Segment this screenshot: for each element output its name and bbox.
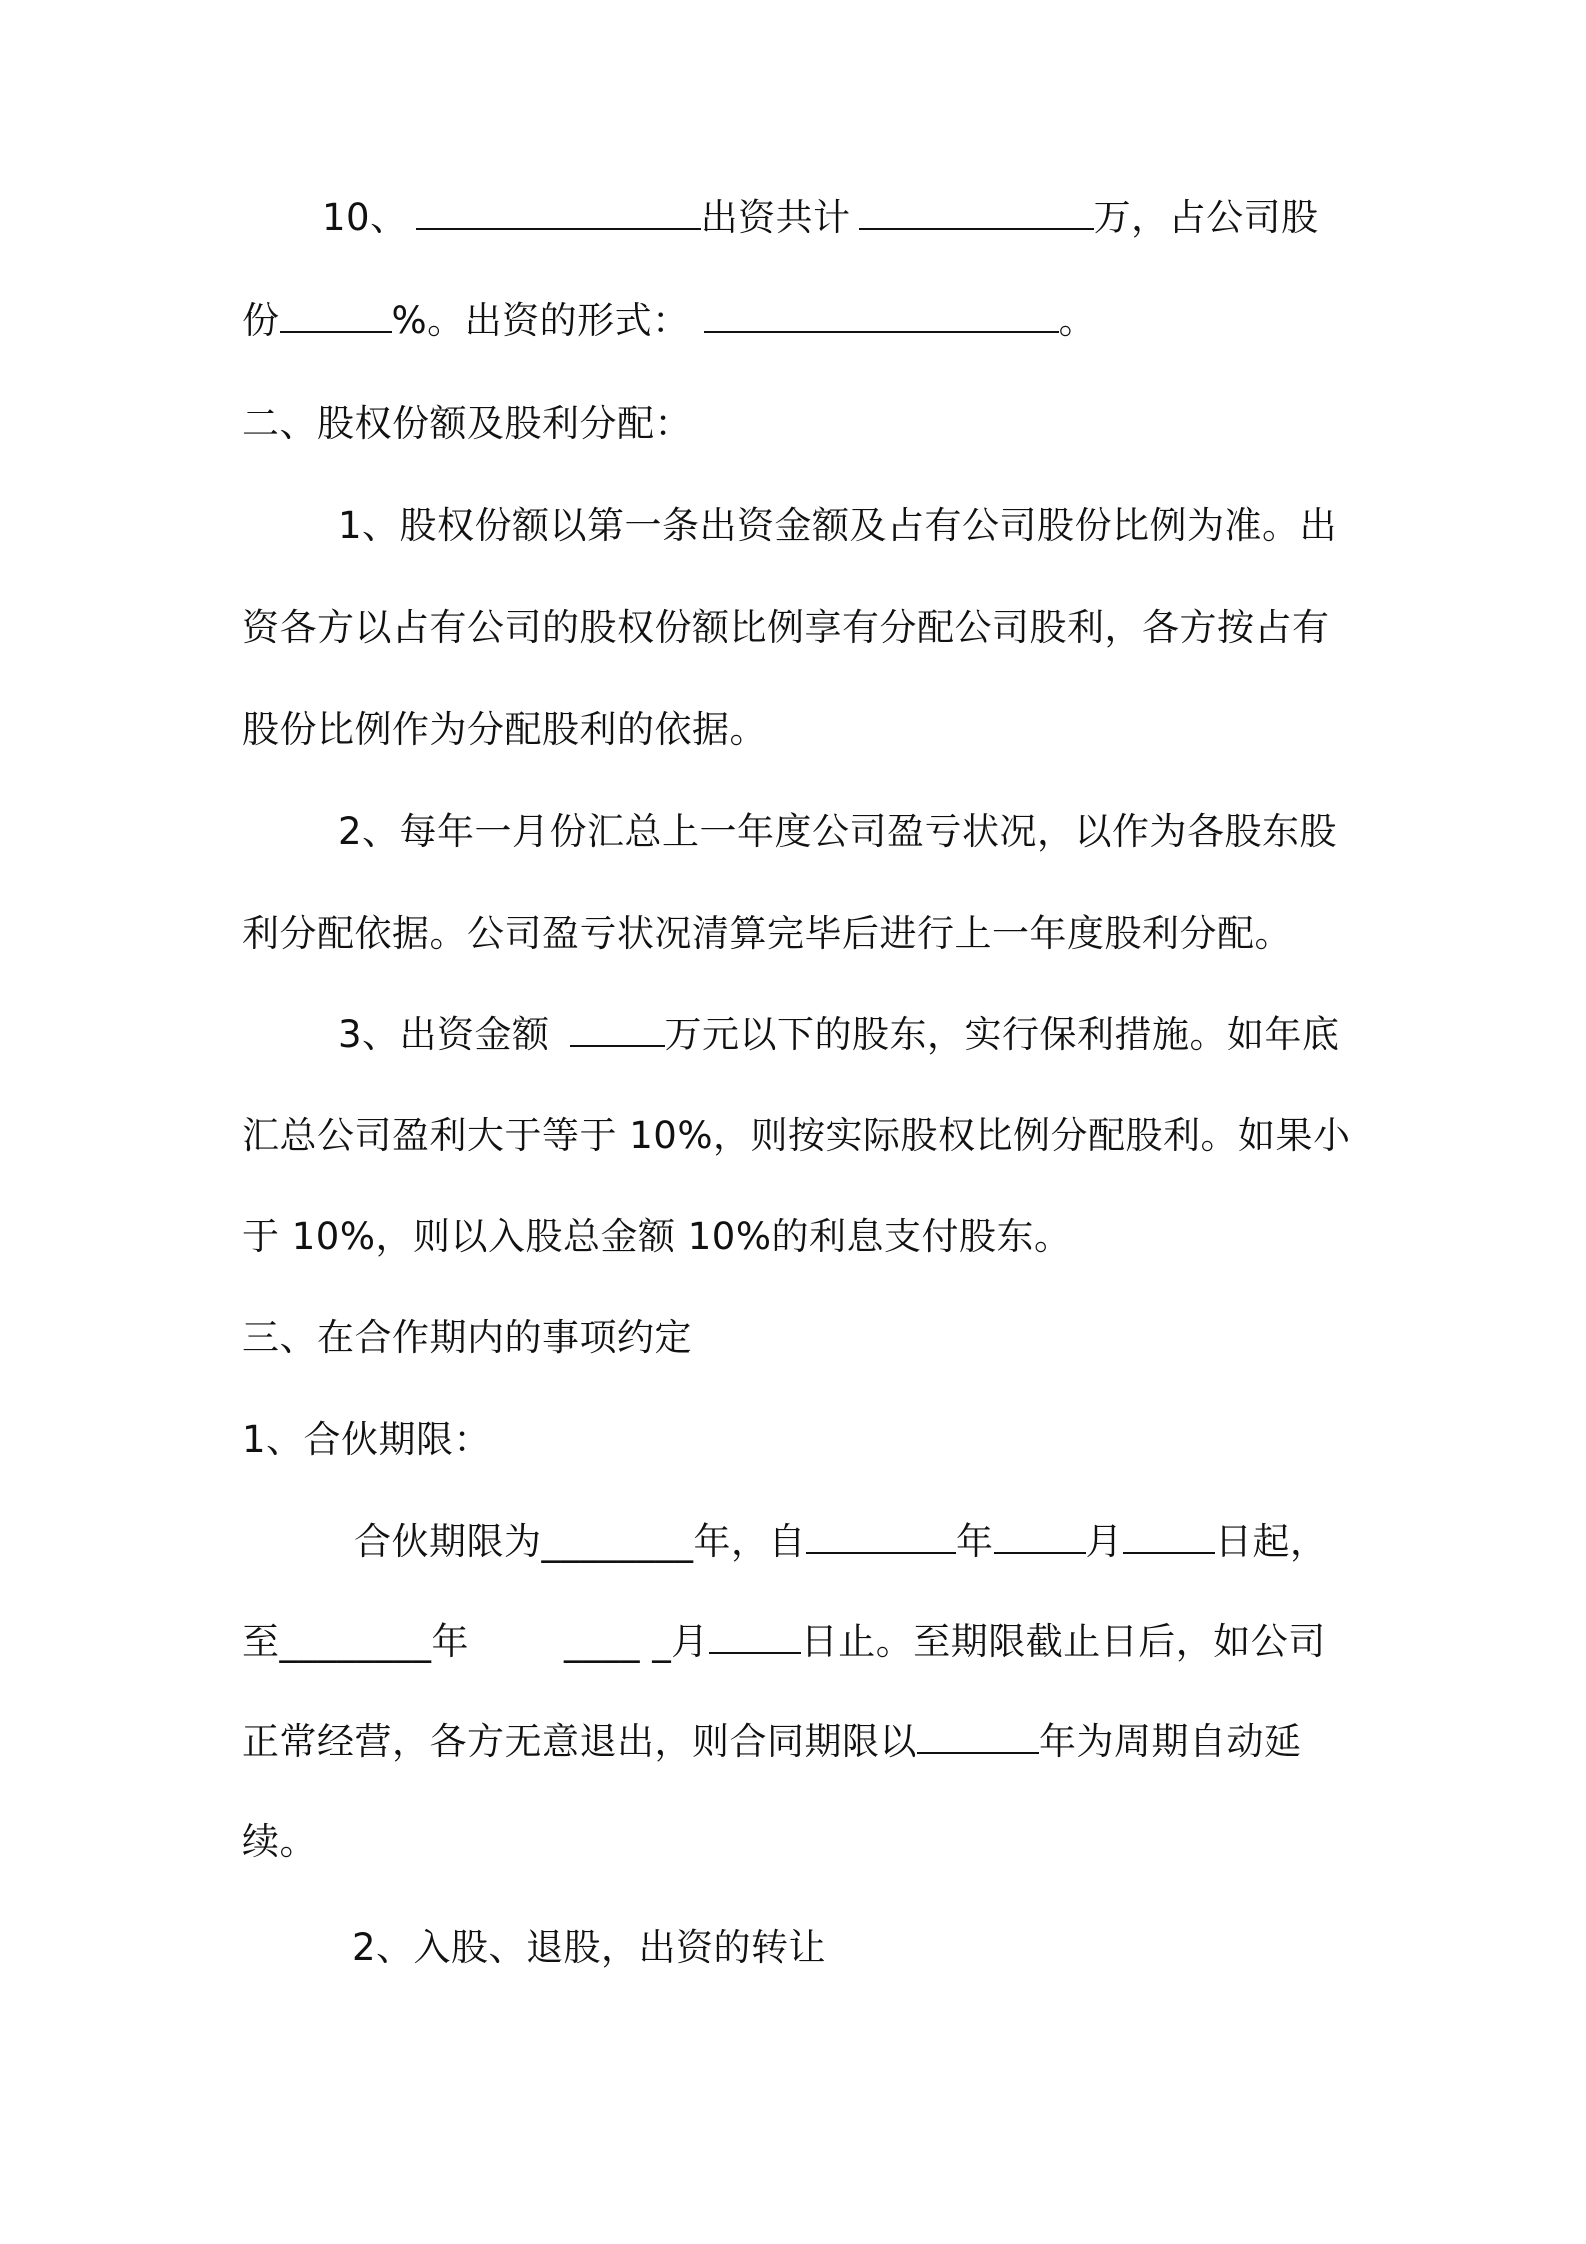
term-line-4 bbox=[242, 1812, 1362, 1872]
section-3-sub-1-text: 1、合伙期限： bbox=[242, 1418, 492, 1461]
term-text: 合伙期限为________年，自 bbox=[354, 1520, 806, 1563]
term-text: 日起， bbox=[1215, 1520, 1328, 1563]
section-2-p2-text: 利分配依据。公司盈亏状况清算完毕后进行上一年度股利分配。 bbox=[242, 912, 1292, 955]
share-percent-blank[interactable] bbox=[280, 291, 392, 333]
clause-10-form-label: %。出资的形式： bbox=[391, 299, 690, 342]
section-2-p3-text: 汇总公司盈利大于等于 10%，则按实际股权比例分配股利。如果小 bbox=[242, 1114, 1351, 1157]
term-text: 年 bbox=[956, 1520, 994, 1563]
section-2-heading-text: 二、股权份额及股利分配： bbox=[242, 402, 692, 445]
clause-10-end-text: 万，占公司股 bbox=[1093, 196, 1319, 239]
section-3-sub-2 bbox=[242, 1918, 1362, 1978]
term-line-2 bbox=[242, 1612, 1362, 1672]
section-2-heading bbox=[242, 394, 1362, 454]
clause-10-mid-text: 出资共计 bbox=[700, 196, 851, 239]
term-text: 正常经营，各方无意退出，则合同期限以 bbox=[242, 1720, 917, 1763]
section-3-heading bbox=[242, 1308, 1362, 1368]
renewal-years-blank[interactable] bbox=[917, 1712, 1039, 1754]
section-2-p3-text: 万元以下的股东，实行保利措施。如年底 bbox=[664, 1013, 1340, 1056]
section-2-p2-line-2 bbox=[242, 904, 1362, 964]
section-2-p3-text: 3、出资金额 bbox=[338, 1013, 550, 1056]
term-text: 年为周期自动延 bbox=[1039, 1720, 1302, 1763]
section-2-p2-line-1 bbox=[242, 802, 1362, 862]
term-text: 月 bbox=[1085, 1520, 1123, 1563]
end-day-blank[interactable] bbox=[709, 1612, 801, 1654]
term-line-3 bbox=[242, 1712, 1362, 1772]
section-2-p1-line-2 bbox=[242, 598, 1362, 658]
term-text: 日止。至期限截止日后，如公司 bbox=[800, 1620, 1326, 1663]
investment-amount-blank[interactable] bbox=[859, 188, 1094, 230]
investment-form-blank[interactable] bbox=[704, 291, 1059, 333]
start-month-blank[interactable] bbox=[994, 1512, 1086, 1554]
clause-10-share-label: 份 bbox=[242, 299, 280, 342]
section-2-p1-text: 1、股权份额以第一条出资金额及占有公司股份比例为准。出 bbox=[338, 504, 1338, 547]
start-year-blank[interactable] bbox=[806, 1512, 956, 1554]
term-line-1 bbox=[242, 1512, 1362, 1572]
term-text: 至________年 bbox=[242, 1620, 469, 1663]
clause-10-line-1 bbox=[242, 188, 1362, 248]
section-3-sub-2-text: 2、入股、退股，出资的转让 bbox=[352, 1926, 827, 1969]
clause-10-number: 10、 bbox=[322, 196, 408, 239]
start-day-blank[interactable] bbox=[1123, 1512, 1215, 1554]
section-2-p3-line-2 bbox=[242, 1106, 1362, 1166]
term-text: ____ _月 bbox=[564, 1620, 709, 1663]
section-3-heading-text: 三、在合作期内的事项约定 bbox=[242, 1316, 692, 1359]
section-2-p2-text: 2、每年一月份汇总上一年度公司盈亏状况，以作为各股东股 bbox=[338, 810, 1338, 853]
clause-10-period: 。 bbox=[1058, 299, 1097, 342]
clause-10-line-2 bbox=[242, 291, 1362, 351]
term-text: 续。 bbox=[242, 1820, 317, 1863]
investor-name-blank[interactable] bbox=[416, 188, 701, 230]
threshold-amount-blank[interactable] bbox=[570, 1005, 665, 1047]
section-2-p1-line-3 bbox=[242, 700, 1362, 760]
section-2-p3-text: 于 10%，则以入股总金额 10%的利息支付股东。 bbox=[242, 1215, 1072, 1258]
section-2-p1-text: 资各方以占有公司的股权份额比例享有分配公司股利，各方按占有 bbox=[242, 606, 1330, 649]
section-2-p1-line-1 bbox=[242, 496, 1362, 556]
section-2-p3-line-3 bbox=[242, 1207, 1362, 1267]
section-2-p1-text: 股份比例作为分配股利的依据。 bbox=[242, 708, 767, 751]
section-3-sub-1 bbox=[242, 1410, 1362, 1470]
section-2-p3-line-1 bbox=[242, 1005, 1362, 1065]
